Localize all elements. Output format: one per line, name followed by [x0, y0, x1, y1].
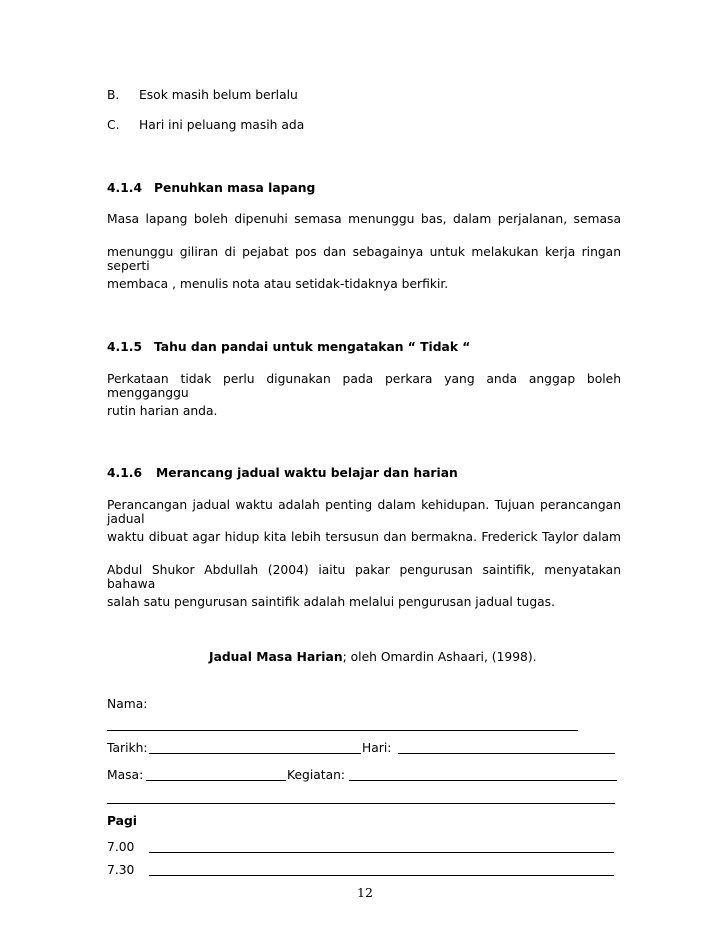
- section-number: 4.1.4: [107, 181, 143, 195]
- time-label-730: 7.30: [107, 863, 135, 877]
- paragraph-line: Abdul Shukor Abdullah (2004) iaitu pakar pengurusan saintifik, menyatakan bahawa: [107, 563, 621, 591]
- caption-source: ; oleh Omardin Ashaari, (1998).: [342, 650, 537, 664]
- hari-line: [398, 753, 615, 754]
- separator-line: [107, 803, 615, 804]
- paragraph-line: Masa lapang boleh dipenuhi semasa menunggu bas, dalam perjalanan, semasa: [107, 212, 621, 226]
- paragraph-line: Perkataan tidak perlu digunakan pada perkara yang anda anggap boleh mengganggu: [107, 372, 621, 400]
- list-marker: C.: [107, 118, 120, 132]
- masa-line: [146, 780, 286, 781]
- caption-title: Jadual Masa Harian: [209, 650, 343, 664]
- list-item-c: [107, 118, 304, 132]
- paragraph-line: menunggu giliran di pejabat pos dan sebagainya untuk melakukan kerja ringan seperti: [107, 245, 621, 273]
- nama-line: [107, 730, 578, 731]
- paragraph-line: Perancangan jadual waktu adalah penting dalam kehidupan. Tujuan perancangan jadual: [107, 498, 621, 526]
- kegiatan-line: [349, 780, 617, 781]
- nama-label: Nama:: [107, 697, 148, 711]
- section-heading-4-1-5: [107, 340, 470, 354]
- section-title: Penuhkan masa lapang: [154, 181, 316, 195]
- time-label-700: 7.00: [107, 840, 135, 854]
- tarikh-row: [107, 741, 148, 755]
- hari-label: Hari:: [362, 741, 392, 755]
- section-number: 4.1.5: [107, 340, 143, 354]
- table-caption: [209, 650, 537, 664]
- section-title: Merancang jadual waktu belajar dan harian: [156, 466, 458, 480]
- list-text: Hari ini peluang masih ada: [139, 118, 305, 132]
- section-heading-4-1-4: [107, 181, 315, 195]
- tarikh-line: [149, 753, 361, 754]
- time-line-700: [149, 852, 614, 853]
- paragraph-line: membaca , menulis nota atau setidak-tidaknya berfikir.: [107, 277, 449, 291]
- paragraph-line: rutin harian anda.: [107, 404, 218, 418]
- masa-label: Masa:: [107, 768, 144, 782]
- section-number: 4.1.6: [107, 466, 143, 480]
- list-item-b: [107, 88, 298, 102]
- pagi-label: Pagi: [107, 814, 137, 828]
- list-text: Esok masih belum berlalu: [139, 88, 298, 102]
- paragraph-line: waktu dibuat agar hidup kita lebih tersusun dan bermakna. Frederick Taylor dalam: [107, 530, 621, 544]
- kegiatan-label: Kegiatan:: [287, 768, 346, 782]
- section-heading-4-1-6: [107, 466, 458, 480]
- section-title: Tahu dan pandai untuk mengatakan “ Tidak “: [154, 340, 471, 354]
- paragraph-line: salah satu pengurusan saintifik adalah melalui pengurusan jadual tugas.: [107, 595, 555, 609]
- tarikh-label: Tarikh:: [107, 741, 148, 755]
- page-number: 12: [357, 885, 373, 900]
- list-marker: B.: [107, 88, 120, 102]
- time-line-730: [149, 875, 614, 876]
